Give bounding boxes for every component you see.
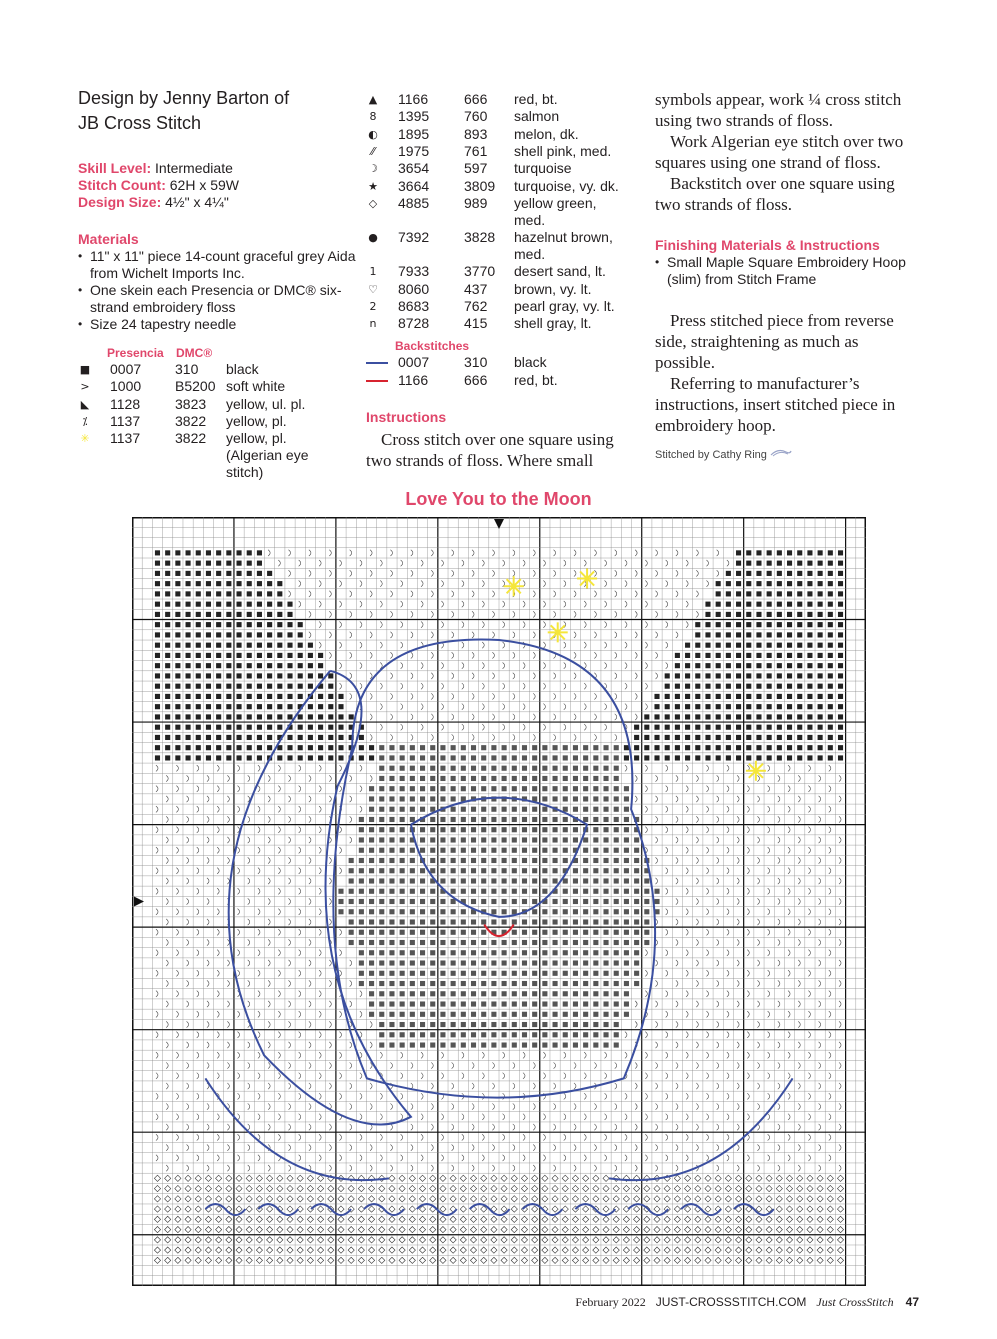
left-column — [78, 86, 358, 333]
key-symbol: ◐ — [368, 127, 378, 141]
finishing-paragraph: Referring to manufacturer’s instructions, insert stitched piece in embroidery hoop. — [655, 374, 896, 435]
materials-item: • One skein each Presencia or DMC® six-strand embroidery floss — [78, 282, 358, 316]
materials-item: • 11" x 11" piece 14-count graceful grey Aida from Wichelt Imports Inc. — [78, 248, 358, 282]
key-symbol: ◣ — [80, 397, 90, 411]
color-name: yellow, pl. — [226, 412, 287, 429]
color-key-row — [78, 396, 338, 413]
dmc-number: 762 — [464, 298, 488, 314]
dmc-number: 597 — [464, 160, 488, 177]
color-key-row — [366, 126, 626, 143]
dmc-number: 3822 — [175, 412, 207, 429]
color-name-continued: med. — [514, 246, 546, 263]
color-name: turquoise — [514, 160, 572, 177]
dmc-number: 666 — [464, 371, 488, 388]
key-symbol: ▲ — [368, 93, 378, 106]
backstitch-line-swatch — [366, 380, 388, 382]
finishing-title: Finishing Materials & Instructions — [655, 237, 880, 253]
right-column — [655, 89, 915, 461]
color-key-row — [366, 108, 626, 125]
key-symbol: n — [369, 317, 377, 331]
color-key-row — [78, 430, 338, 447]
key-symbol: ■ — [79, 363, 91, 376]
presencia-number: 3654 — [398, 160, 430, 177]
key-symbol: ◇ — [368, 196, 378, 210]
cross-stitch-chart — [132, 517, 866, 1286]
dmc-number: 310 — [464, 354, 488, 370]
designer-line-1: Design by Jenny Barton of — [78, 88, 290, 108]
dmc-number: 3822 — [175, 430, 207, 447]
credit-text: Stitched by Cathy Ring — [655, 449, 767, 461]
color-name: soft white — [226, 378, 286, 395]
color-key-row — [78, 378, 338, 395]
backstitch-line-swatch — [366, 362, 388, 364]
key-symbol: ☽ — [368, 162, 378, 176]
color-key-row — [78, 413, 338, 430]
key-symbol: 8 — [369, 110, 377, 124]
color-name-continued: med. — [514, 211, 546, 228]
color-key-row — [366, 91, 626, 108]
stitched-by-credit — [655, 448, 915, 461]
dmc-number: 893 — [464, 125, 488, 142]
color-name: salmon — [514, 108, 560, 125]
finishing-list — [655, 254, 915, 288]
key-symbol: ✳ — [80, 432, 90, 446]
color-name-continued: (Algerian eye — [226, 447, 309, 464]
design-meta — [78, 160, 358, 211]
needle-icon — [770, 448, 792, 458]
backstitch-row — [366, 354, 626, 371]
finishing-item: • Small Maple Square Embroidery Hoop (slim) from Stitch Frame — [655, 254, 915, 288]
instructions-block — [366, 409, 628, 471]
color-key-row — [366, 263, 626, 280]
key-symbol: ● — [368, 231, 378, 245]
presencia-number: 1895 — [398, 125, 430, 142]
footer-site: JUST-CROSSSTITCH.COM — [655, 1295, 807, 1309]
dmc-number: 415 — [464, 315, 488, 332]
color-name: shell pink, med. — [514, 142, 612, 159]
presencia-number: 1137 — [110, 430, 141, 447]
instructions-title: Instructions — [366, 409, 447, 425]
design-size-value: 4½" x 4¼" — [161, 194, 229, 210]
color-name: hazelnut brown, — [514, 229, 613, 246]
dmc-number: 310 — [175, 361, 199, 377]
materials-item: • Size 24 tapestry needle — [78, 316, 358, 333]
presencia-number: 0007 — [110, 361, 142, 377]
dmc-number: 3823 — [175, 395, 207, 412]
presencia-number: 1137 — [110, 412, 141, 429]
chart-title: Love You to the Moon — [405, 489, 592, 509]
designer-credit — [78, 86, 358, 136]
key-symbol: ⁒ — [82, 414, 88, 428]
dmc-number: 3809 — [464, 177, 496, 194]
presencia-number: 8060 — [398, 280, 430, 297]
design-size-label: Design Size: — [78, 194, 162, 210]
color-name: shell gray, lt. — [514, 315, 592, 332]
dmc-number: 3770 — [464, 263, 496, 280]
color-name: pearl gray, vy. lt. — [514, 298, 615, 314]
color-name-continued: stitch) — [226, 464, 264, 481]
color-name: turquoise, vy. dk. — [514, 177, 619, 194]
key-symbol: ★ — [368, 179, 378, 193]
instructions-paragraph: Backstitch over one square using two strands of floss. — [655, 174, 895, 214]
presencia-number: 8728 — [398, 315, 430, 332]
backstitch-title: Backstitches — [395, 339, 470, 353]
presencia-header: Presencia — [107, 346, 164, 360]
color-key-row — [78, 361, 338, 378]
color-key-row — [366, 281, 626, 298]
presencia-number: 7392 — [398, 229, 430, 246]
presencia-number: 1975 — [398, 142, 430, 159]
key-symbol: 1 — [369, 265, 377, 279]
stitch-count-label: Stitch Count: — [78, 177, 166, 193]
footer-magazine: Just CrossStitch — [816, 1295, 894, 1309]
instructions-paragraph: Work Algerian eye stitch over two squares using one strand of floss. — [655, 132, 904, 172]
algerian-eye-star-icon — [504, 576, 524, 596]
color-key-row — [366, 160, 626, 177]
color-key-row — [366, 143, 626, 160]
color-name: melon, dk. — [514, 125, 579, 142]
key-symbol: ⁄⁄ — [371, 144, 375, 158]
key-symbol: > — [80, 380, 90, 394]
backstitch-row — [366, 372, 626, 389]
presencia-number: 0007 — [398, 354, 430, 370]
dmc-number: 3828 — [464, 229, 496, 246]
color-name: red, bt. — [514, 91, 558, 107]
presencia-number: 3664 — [398, 177, 430, 194]
finishing-paragraph: Press stitched piece from reverse side, straightening as much as possible. — [655, 311, 894, 372]
dmc-number: 760 — [464, 108, 488, 125]
color-key-row — [366, 229, 626, 246]
skill-level-value: Intermediate — [151, 160, 233, 176]
materials-title: Materials — [78, 231, 139, 247]
color-name: yellow green, — [514, 194, 597, 211]
presencia-number: 1166 — [398, 371, 429, 388]
algerian-eye-star-icon — [577, 569, 597, 589]
color-key-row — [366, 315, 626, 332]
algerian-eye-star-icon — [548, 622, 568, 642]
color-key-row — [366, 195, 626, 212]
designer-line-2: JB Cross Stitch — [78, 113, 202, 133]
footer-issue: February 2022 — [575, 1295, 646, 1309]
color-name: brown, vy. lt. — [514, 280, 592, 297]
skill-level-label: Skill Level: — [78, 160, 152, 176]
algerian-eye-star-icon — [746, 761, 766, 781]
color-key-row — [366, 298, 626, 315]
color-name: desert sand, lt. — [514, 263, 606, 280]
presencia-number: 1395 — [398, 108, 430, 125]
instructions-paragraph: symbols appear, work ¼ cross stitch using two strands of floss. — [655, 90, 902, 130]
color-key-row — [366, 178, 626, 195]
presencia-number: 1128 — [110, 395, 141, 412]
color-name: black — [514, 354, 547, 370]
materials-list — [78, 248, 358, 333]
color-name: yellow, ul. pl. — [226, 395, 306, 412]
dmc-header: DMC® — [176, 346, 213, 360]
stitch-count-value: 62H x 59W — [165, 177, 240, 193]
key-symbol: 2 — [369, 300, 377, 313]
dmc-number: 666 — [464, 91, 488, 107]
dmc-number: B5200 — [175, 378, 216, 395]
key-symbol: ♡ — [368, 282, 378, 296]
dmc-number: 437 — [464, 280, 488, 297]
color-name: yellow, pl. — [226, 430, 287, 447]
color-name: black — [226, 361, 259, 377]
color-name: red, bt. — [514, 371, 558, 388]
presencia-number: 1166 — [398, 91, 429, 107]
dmc-number: 761 — [464, 142, 488, 159]
dmc-number: 989 — [464, 194, 488, 211]
page-number: 47 — [905, 1295, 919, 1309]
presencia-number: 4885 — [398, 194, 430, 211]
instructions-paragraph: Cross stitch over one square using two strands of floss. Where small — [366, 430, 614, 470]
presencia-number: 7933 — [398, 263, 430, 280]
page-footer — [575, 1295, 919, 1310]
presencia-number: 8683 — [398, 298, 430, 314]
presencia-number: 1000 — [110, 378, 142, 395]
